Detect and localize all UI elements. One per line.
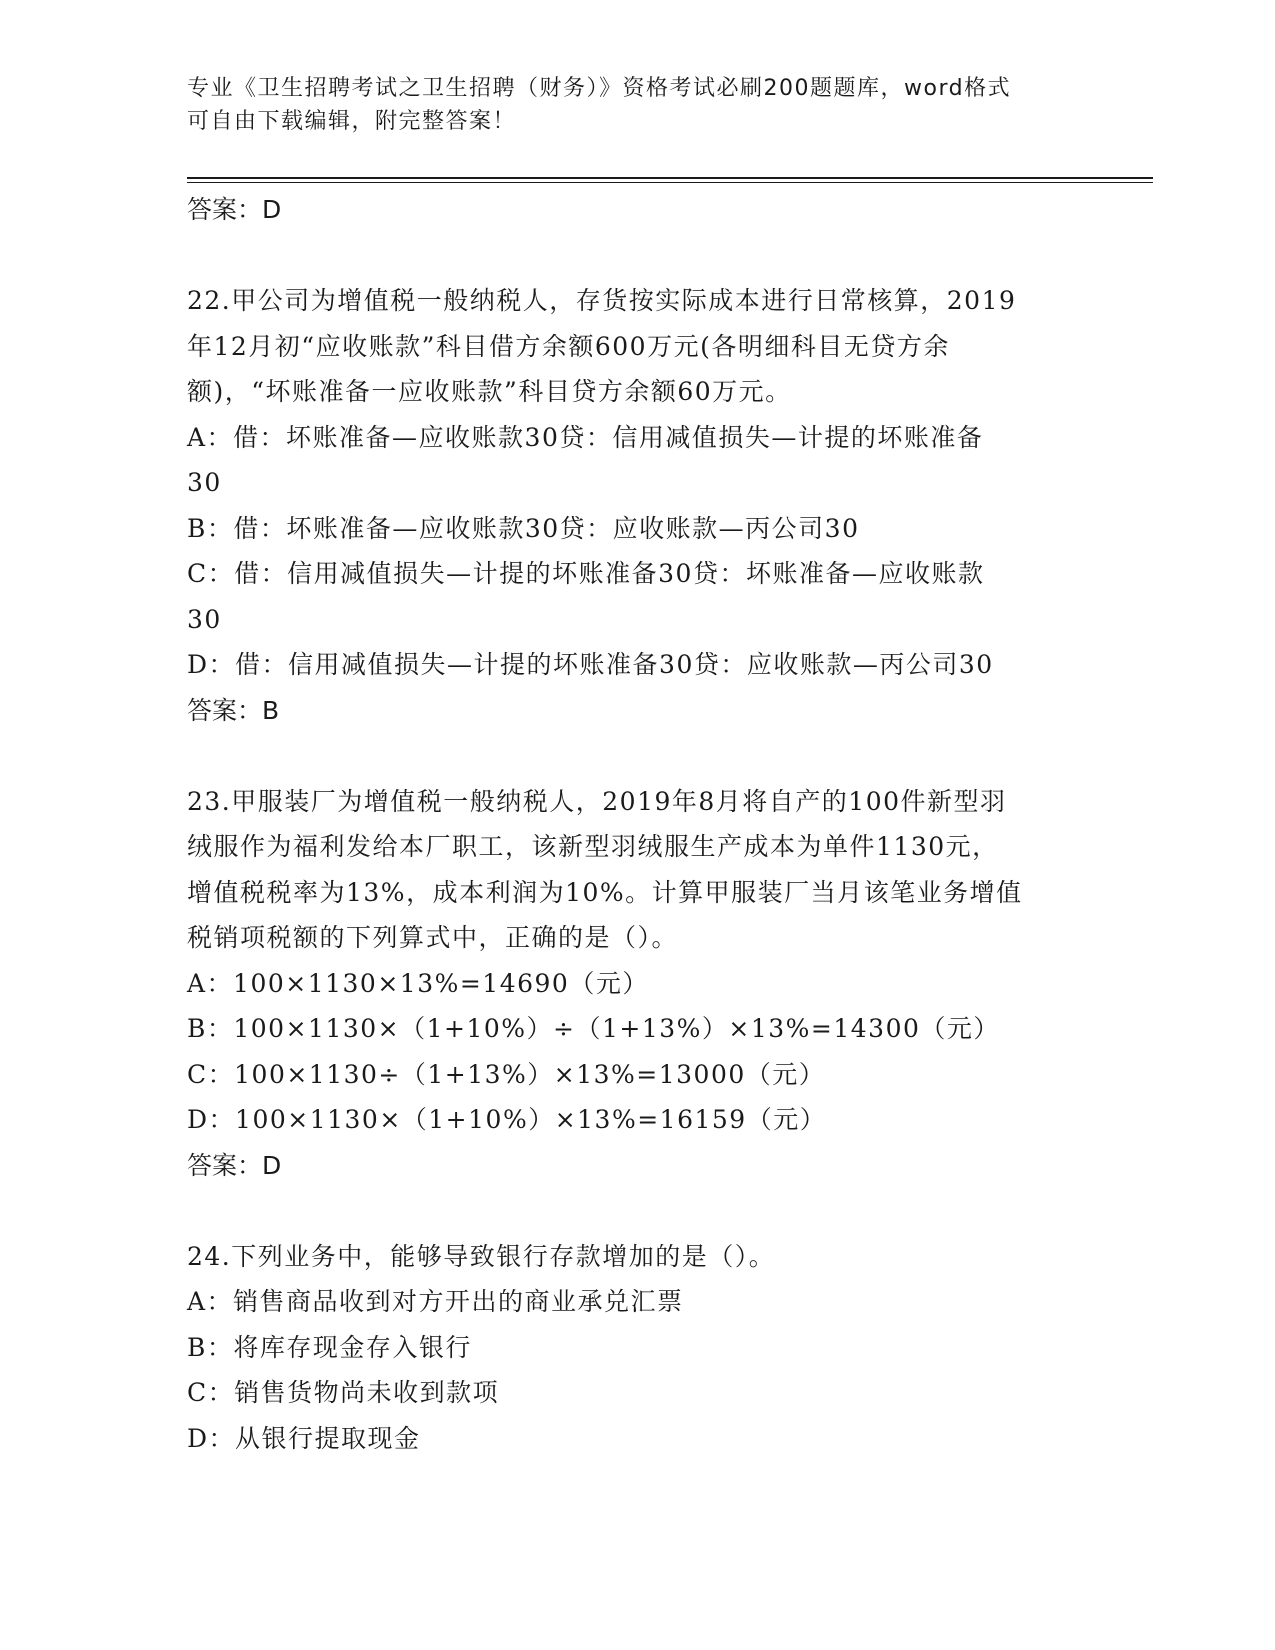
header-divider-thin: [187, 182, 1153, 183]
question-23-stem-line: 增值税税率为13%，成本利润为10%。计算甲服装厂当月该笔业务增值: [187, 877, 1023, 907]
question-22-option-c: C：借：信用减值损失—计提的坏账准备30贷：坏账准备—应收账款: [187, 559, 985, 588]
question-23-option-a: A：100×1130×13%=14690（元）: [187, 968, 649, 998]
question-24: [187, 1234, 1087, 1462]
question-22-option-a: A：借：坏账准备—应收账款30贷：信用减值损失—计提的坏账准备: [187, 422, 984, 452]
question-22-option-d: D：借：信用减值损失—计提的坏账准备30贷：应收账款—丙公司30: [187, 650, 994, 679]
question-22-option-b: B：借：坏账准备—应收账款30贷：应收账款—丙公司30: [187, 513, 860, 543]
document-body: [187, 187, 1087, 1461]
header-divider-thick: [187, 177, 1153, 179]
question-23-option-b: B：100×1130×（1+10%）÷（1+13%）×13%=14300（元）: [187, 1014, 1000, 1043]
question-22-answer: 答案：B: [187, 695, 280, 725]
question-23-stem-line: 23.甲服装厂为增值税一般纳税人，2019年8月将自产的100件新型羽: [187, 786, 1007, 816]
question-24-stem-line: 24.下列业务中，能够导致银行存款增加的是（）。: [187, 1241, 776, 1271]
question-24-option-b: B：将库存现金存入银行: [187, 1332, 472, 1362]
header-line-2: 可自由下载编辑，附完整答案！: [187, 109, 517, 134]
header-line-1: 专业《卫生招聘考试之卫生招聘（财务）》资格考试必刷200题题库，word格式: [187, 76, 1012, 101]
answer-previous: 答案：D: [187, 195, 282, 224]
question-23-stem-line: 税销项税额的下列算式中，正确的是（）。: [187, 923, 679, 952]
question-22-stem-line: 额)，“坏账准备一应收账款”科目贷方余额60万元。: [187, 377, 792, 406]
question-22-option-a-cont: 30: [187, 468, 222, 497]
question-24-option-a: A：销售商品收到对方开出的商业承兑汇票: [187, 1287, 684, 1316]
question-22-option-c-cont: 30: [187, 604, 222, 634]
question-23-option-c: C：100×1130÷（1+13%）×13%=13000（元）: [187, 1059, 826, 1089]
question-23-answer: 答案：D: [187, 1150, 282, 1180]
question-23-option-d: D：100×1130×（1+10%）×13%=16159（元）: [187, 1105, 827, 1134]
question-22-stem-line: 年12月初“应收账款”科目借方余额600万元(各明细科目无贷方余: [187, 331, 950, 361]
question-23: [187, 779, 1087, 1189]
question-24-option-c: C：销售货物尚未收到款项: [187, 1378, 500, 1407]
question-22-stem-line: 22.甲公司为增值税一般纳税人，存货按实际成本进行日常核算，2019: [187, 286, 1017, 315]
question-24-option-d: D：从银行提取现金: [187, 1423, 421, 1453]
document-header: [187, 72, 1087, 138]
question-23-stem-line: 绒服作为福利发给本厂职工，该新型羽绒服生产成本为单件1130元，: [187, 832, 999, 861]
question-22: [187, 278, 1087, 734]
